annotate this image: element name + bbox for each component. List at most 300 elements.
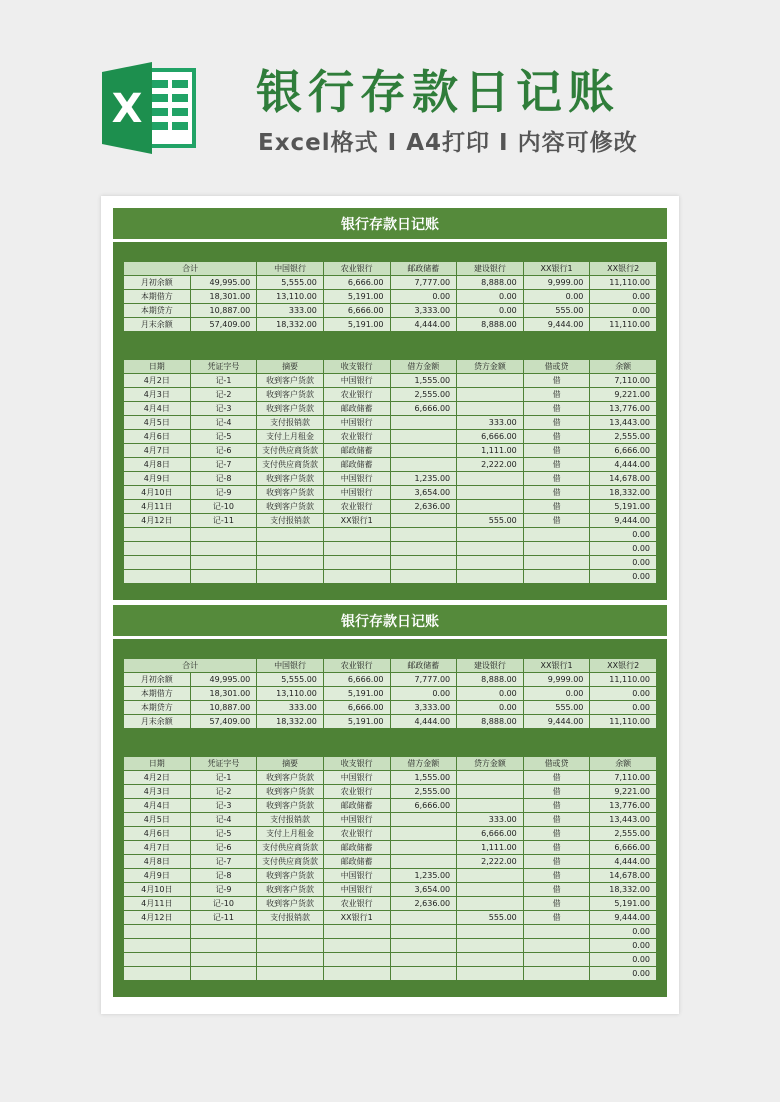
journal-cell[interactable]: 记-8	[190, 869, 257, 883]
journal-header-cell[interactable]: 贷方金额	[457, 757, 524, 771]
journal-cell[interactable]: 2,555.00	[590, 827, 657, 841]
summary-cell[interactable]: 18,332.00	[257, 318, 324, 332]
journal-cell[interactable]: 4月7日	[124, 841, 191, 855]
journal-cell[interactable]: 借	[523, 911, 590, 925]
journal-cell[interactable]	[190, 542, 257, 556]
journal-cell[interactable]: 4月9日	[124, 869, 191, 883]
journal-cell[interactable]: 0.00	[590, 925, 657, 939]
journal-cell[interactable]	[457, 925, 524, 939]
journal-cell[interactable]	[257, 570, 324, 584]
journal-cell[interactable]	[124, 939, 191, 953]
journal-cell[interactable]	[323, 528, 390, 542]
summary-header-cell[interactable]: 农业银行	[323, 262, 390, 276]
summary-cell[interactable]: 7,777.00	[390, 673, 457, 687]
journal-cell[interactable]: 1,555.00	[390, 374, 457, 388]
journal-cell[interactable]	[390, 911, 457, 925]
journal-cell[interactable]: 4月8日	[124, 855, 191, 869]
journal-cell[interactable]: 4月6日	[124, 827, 191, 841]
journal-cell[interactable]: 4,444.00	[590, 458, 657, 472]
summary-cell[interactable]: 555.00	[523, 304, 590, 318]
journal-cell[interactable]: 中国银行	[323, 771, 390, 785]
journal-cell[interactable]: 借	[523, 897, 590, 911]
journal-cell[interactable]: 支付供应商货款	[257, 855, 324, 869]
journal-header-cell[interactable]: 摘要	[257, 360, 324, 374]
journal-cell[interactable]	[190, 570, 257, 584]
journal-cell[interactable]	[457, 771, 524, 785]
journal-cell[interactable]	[390, 939, 457, 953]
journal-cell[interactable]: 4月2日	[124, 771, 191, 785]
journal-header-cell[interactable]: 摘要	[257, 757, 324, 771]
journal-cell[interactable]	[323, 953, 390, 967]
journal-cell[interactable]	[190, 528, 257, 542]
journal-cell[interactable]: 2,636.00	[390, 500, 457, 514]
summary-cell[interactable]: 49,995.00	[190, 276, 257, 290]
journal-cell[interactable]: 邮政储蓄	[323, 402, 390, 416]
summary-cell[interactable]: 5,555.00	[257, 673, 324, 687]
journal-cell[interactable]	[124, 528, 191, 542]
journal-cell[interactable]	[190, 967, 257, 981]
journal-cell[interactable]	[257, 542, 324, 556]
journal-cell[interactable]	[390, 827, 457, 841]
journal-cell[interactable]: 邮政储蓄	[323, 458, 390, 472]
journal-cell[interactable]: 2,222.00	[457, 855, 524, 869]
summary-cell[interactable]: 11,110.00	[590, 673, 657, 687]
summary-cell[interactable]: 0.00	[590, 687, 657, 701]
journal-cell[interactable]: 收到客户货款	[257, 388, 324, 402]
journal-cell[interactable]	[323, 967, 390, 981]
summary-cell[interactable]: 5,191.00	[323, 715, 390, 729]
summary-cell[interactable]: 0.00	[457, 304, 524, 318]
summary-row-label[interactable]: 月末余额	[124, 318, 191, 332]
journal-cell[interactable]	[523, 953, 590, 967]
journal-cell[interactable]: 收到客户货款	[257, 799, 324, 813]
journal-cell[interactable]: 0.00	[590, 542, 657, 556]
journal-cell[interactable]: 记-6	[190, 444, 257, 458]
journal-cell[interactable]: 支付报销款	[257, 514, 324, 528]
journal-cell[interactable]	[124, 556, 191, 570]
journal-cell[interactable]: 7,110.00	[590, 374, 657, 388]
journal-cell[interactable]: 9,444.00	[590, 911, 657, 925]
journal-cell[interactable]	[390, 570, 457, 584]
journal-cell[interactable]	[124, 925, 191, 939]
journal-cell[interactable]: 14,678.00	[590, 472, 657, 486]
journal-header-cell[interactable]: 日期	[124, 757, 191, 771]
journal-cell[interactable]: 中国银行	[323, 486, 390, 500]
journal-cell[interactable]: 农业银行	[323, 500, 390, 514]
journal-cell[interactable]: 借	[523, 799, 590, 813]
journal-cell[interactable]	[457, 953, 524, 967]
summary-header-cell[interactable]: 中国银行	[257, 659, 324, 673]
journal-cell[interactable]: 2,222.00	[457, 458, 524, 472]
journal-cell[interactable]: 记-7	[190, 458, 257, 472]
journal-cell[interactable]: 借	[523, 785, 590, 799]
journal-cell[interactable]	[457, 402, 524, 416]
journal-cell[interactable]	[457, 556, 524, 570]
journal-cell[interactable]: 中国银行	[323, 869, 390, 883]
journal-cell[interactable]: 记-3	[190, 402, 257, 416]
journal-cell[interactable]: 支付报销款	[257, 416, 324, 430]
summary-cell[interactable]: 13,110.00	[257, 687, 324, 701]
journal-cell[interactable]: 4月11日	[124, 897, 191, 911]
journal-cell[interactable]: 2,555.00	[590, 430, 657, 444]
journal-cell[interactable]	[390, 430, 457, 444]
summary-cell[interactable]: 5,191.00	[323, 318, 390, 332]
journal-cell[interactable]	[457, 472, 524, 486]
journal-cell[interactable]: 4,444.00	[590, 855, 657, 869]
journal-cell[interactable]: 记-10	[190, 500, 257, 514]
journal-cell[interactable]: 记-2	[190, 785, 257, 799]
journal-cell[interactable]	[523, 528, 590, 542]
summary-row-label[interactable]: 月初余额	[124, 276, 191, 290]
journal-header-cell[interactable]: 凭证字号	[190, 757, 257, 771]
journal-cell[interactable]	[190, 556, 257, 570]
summary-header-cell[interactable]: 中国银行	[257, 262, 324, 276]
summary-header-cell[interactable]: 合计	[124, 262, 257, 276]
journal-cell[interactable]	[523, 542, 590, 556]
journal-cell[interactable]: 收到客户货款	[257, 402, 324, 416]
journal-cell[interactable]	[390, 458, 457, 472]
summary-cell[interactable]: 555.00	[523, 701, 590, 715]
journal-cell[interactable]	[457, 939, 524, 953]
journal-cell[interactable]: 借	[523, 827, 590, 841]
journal-cell[interactable]: 4月3日	[124, 388, 191, 402]
summary-header-cell[interactable]: 建设银行	[457, 659, 524, 673]
journal-cell[interactable]	[523, 570, 590, 584]
journal-cell[interactable]: 借	[523, 374, 590, 388]
journal-cell[interactable]: 13,443.00	[590, 813, 657, 827]
journal-cell[interactable]: 0.00	[590, 570, 657, 584]
journal-cell[interactable]: 借	[523, 514, 590, 528]
summary-cell[interactable]: 57,409.00	[190, 715, 257, 729]
journal-cell[interactable]: 农业银行	[323, 897, 390, 911]
journal-cell[interactable]: 6,666.00	[457, 827, 524, 841]
summary-cell[interactable]: 18,301.00	[190, 290, 257, 304]
summary-cell[interactable]: 5,555.00	[257, 276, 324, 290]
journal-cell[interactable]: 0.00	[590, 556, 657, 570]
summary-cell[interactable]: 333.00	[257, 701, 324, 715]
journal-cell[interactable]: 中国银行	[323, 416, 390, 430]
summary-cell[interactable]: 0.00	[590, 701, 657, 715]
summary-header-cell[interactable]: XX银行2	[590, 659, 657, 673]
journal-cell[interactable]: 0.00	[590, 528, 657, 542]
summary-cell[interactable]: 0.00	[590, 304, 657, 318]
journal-cell[interactable]	[457, 799, 524, 813]
journal-cell[interactable]: 14,678.00	[590, 869, 657, 883]
journal-cell[interactable]: 邮政储蓄	[323, 799, 390, 813]
journal-cell[interactable]: 支付供应商货款	[257, 444, 324, 458]
journal-cell[interactable]: 邮政储蓄	[323, 855, 390, 869]
journal-cell[interactable]	[190, 939, 257, 953]
summary-cell[interactable]: 18,332.00	[257, 715, 324, 729]
journal-cell[interactable]: 农业银行	[323, 827, 390, 841]
journal-cell[interactable]: 333.00	[457, 416, 524, 430]
journal-cell[interactable]	[390, 542, 457, 556]
summary-row-label[interactable]: 本期贷方	[124, 304, 191, 318]
journal-header-cell[interactable]: 余额	[590, 360, 657, 374]
summary-cell[interactable]: 5,191.00	[323, 687, 390, 701]
journal-cell[interactable]: 6,666.00	[390, 799, 457, 813]
journal-cell[interactable]: 6,666.00	[590, 841, 657, 855]
summary-header-cell[interactable]: XX银行1	[523, 262, 590, 276]
journal-cell[interactable]: 收到客户货款	[257, 472, 324, 486]
journal-cell[interactable]	[457, 785, 524, 799]
journal-cell[interactable]: 农业银行	[323, 388, 390, 402]
journal-cell[interactable]: 7,110.00	[590, 771, 657, 785]
summary-row-label[interactable]: 本期借方	[124, 687, 191, 701]
journal-cell[interactable]: 记-7	[190, 855, 257, 869]
journal-cell[interactable]	[390, 444, 457, 458]
summary-cell[interactable]: 9,999.00	[523, 673, 590, 687]
journal-cell[interactable]: 6,666.00	[390, 402, 457, 416]
journal-cell[interactable]	[323, 556, 390, 570]
journal-cell[interactable]	[257, 528, 324, 542]
journal-cell[interactable]: 4月5日	[124, 416, 191, 430]
journal-cell[interactable]	[457, 486, 524, 500]
journal-cell[interactable]: XX银行1	[323, 911, 390, 925]
journal-cell[interactable]: 支付报销款	[257, 813, 324, 827]
journal-cell[interactable]: 4月7日	[124, 444, 191, 458]
journal-cell[interactable]: 0.00	[590, 939, 657, 953]
summary-cell[interactable]: 10,887.00	[190, 304, 257, 318]
journal-cell[interactable]	[257, 967, 324, 981]
journal-cell[interactable]: 2,555.00	[390, 785, 457, 799]
journal-cell[interactable]: 0.00	[590, 967, 657, 981]
summary-cell[interactable]: 8,888.00	[457, 318, 524, 332]
journal-cell[interactable]: 借	[523, 402, 590, 416]
journal-cell[interactable]: 2,636.00	[390, 897, 457, 911]
journal-cell[interactable]: 4月8日	[124, 458, 191, 472]
journal-cell[interactable]: 3,654.00	[390, 883, 457, 897]
summary-cell[interactable]: 0.00	[390, 290, 457, 304]
journal-cell[interactable]: 4月10日	[124, 883, 191, 897]
journal-cell[interactable]: 13,776.00	[590, 799, 657, 813]
journal-cell[interactable]	[457, 570, 524, 584]
journal-cell[interactable]: 借	[523, 416, 590, 430]
journal-cell[interactable]: 6,666.00	[457, 430, 524, 444]
journal-cell[interactable]: 记-5	[190, 430, 257, 444]
summary-row-label[interactable]: 月末余额	[124, 715, 191, 729]
summary-cell[interactable]: 10,887.00	[190, 701, 257, 715]
journal-cell[interactable]: 记-9	[190, 883, 257, 897]
journal-cell[interactable]: 记-9	[190, 486, 257, 500]
journal-cell[interactable]: 333.00	[457, 813, 524, 827]
journal-cell[interactable]	[523, 939, 590, 953]
journal-cell[interactable]: 记-4	[190, 416, 257, 430]
journal-cell[interactable]	[190, 953, 257, 967]
journal-cell[interactable]: 借	[523, 388, 590, 402]
journal-header-cell[interactable]: 借方金额	[390, 757, 457, 771]
journal-cell[interactable]: 记-1	[190, 771, 257, 785]
journal-cell[interactable]: 4月10日	[124, 486, 191, 500]
journal-cell[interactable]: 借	[523, 486, 590, 500]
journal-cell[interactable]: 中国银行	[323, 813, 390, 827]
journal-cell[interactable]	[390, 841, 457, 855]
journal-cell[interactable]: 2,555.00	[390, 388, 457, 402]
journal-cell[interactable]	[390, 967, 457, 981]
journal-cell[interactable]: 1,235.00	[390, 869, 457, 883]
journal-cell[interactable]	[457, 500, 524, 514]
journal-cell[interactable]	[457, 883, 524, 897]
summary-cell[interactable]: 0.00	[590, 290, 657, 304]
journal-cell[interactable]: 4月12日	[124, 911, 191, 925]
journal-header-cell[interactable]: 借方金额	[390, 360, 457, 374]
journal-cell[interactable]	[390, 953, 457, 967]
journal-cell[interactable]: 记-2	[190, 388, 257, 402]
journal-cell[interactable]: 记-11	[190, 911, 257, 925]
journal-cell[interactable]: 1,111.00	[457, 444, 524, 458]
summary-cell[interactable]: 7,777.00	[390, 276, 457, 290]
journal-cell[interactable]: 18,332.00	[590, 486, 657, 500]
summary-header-cell[interactable]: 建设银行	[457, 262, 524, 276]
journal-header-cell[interactable]: 日期	[124, 360, 191, 374]
journal-cell[interactable]: 收到客户货款	[257, 897, 324, 911]
journal-cell[interactable]: 中国银行	[323, 374, 390, 388]
summary-cell[interactable]: 6,666.00	[323, 701, 390, 715]
summary-header-cell[interactable]: XX银行2	[590, 262, 657, 276]
journal-cell[interactable]: 收到客户货款	[257, 771, 324, 785]
journal-cell[interactable]: 4月2日	[124, 374, 191, 388]
summary-cell[interactable]: 6,666.00	[323, 304, 390, 318]
journal-cell[interactable]: 收到客户货款	[257, 374, 324, 388]
journal-cell[interactable]: 5,191.00	[590, 500, 657, 514]
journal-cell[interactable]: 借	[523, 841, 590, 855]
journal-cell[interactable]: 收到客户货款	[257, 785, 324, 799]
summary-cell[interactable]: 3,333.00	[390, 701, 457, 715]
journal-cell[interactable]	[457, 897, 524, 911]
journal-cell[interactable]: 农业银行	[323, 430, 390, 444]
journal-cell[interactable]: 555.00	[457, 911, 524, 925]
summary-cell[interactable]: 8,888.00	[457, 276, 524, 290]
journal-cell[interactable]: 记-11	[190, 514, 257, 528]
journal-cell[interactable]	[257, 556, 324, 570]
journal-cell[interactable]: 邮政储蓄	[323, 841, 390, 855]
summary-cell[interactable]: 6,666.00	[323, 276, 390, 290]
journal-cell[interactable]	[323, 939, 390, 953]
summary-cell[interactable]: 0.00	[390, 687, 457, 701]
journal-cell[interactable]: 0.00	[590, 953, 657, 967]
summary-row-label[interactable]: 本期贷方	[124, 701, 191, 715]
journal-cell[interactable]	[390, 556, 457, 570]
summary-header-cell[interactable]: XX银行1	[523, 659, 590, 673]
journal-cell[interactable]: 借	[523, 444, 590, 458]
journal-cell[interactable]: 农业银行	[323, 785, 390, 799]
summary-cell[interactable]: 13,110.00	[257, 290, 324, 304]
journal-header-cell[interactable]: 余额	[590, 757, 657, 771]
journal-cell[interactable]: 借	[523, 458, 590, 472]
journal-cell[interactable]: 4月11日	[124, 500, 191, 514]
journal-cell[interactable]: 支付上月租金	[257, 430, 324, 444]
journal-cell[interactable]: 记-10	[190, 897, 257, 911]
journal-cell[interactable]: 3,654.00	[390, 486, 457, 500]
summary-cell[interactable]: 4,444.00	[390, 318, 457, 332]
journal-cell[interactable]	[457, 374, 524, 388]
summary-header-cell[interactable]: 合计	[124, 659, 257, 673]
journal-cell[interactable]: 借	[523, 869, 590, 883]
journal-header-cell[interactable]: 贷方金额	[457, 360, 524, 374]
journal-cell[interactable]	[390, 855, 457, 869]
journal-cell[interactable]: 支付供应商货款	[257, 458, 324, 472]
journal-cell[interactable]: 中国银行	[323, 883, 390, 897]
journal-cell[interactable]: 记-8	[190, 472, 257, 486]
journal-cell[interactable]: 支付上月租金	[257, 827, 324, 841]
journal-cell[interactable]: 9,221.00	[590, 388, 657, 402]
journal-cell[interactable]	[457, 869, 524, 883]
journal-cell[interactable]	[257, 939, 324, 953]
summary-cell[interactable]: 5,191.00	[323, 290, 390, 304]
journal-cell[interactable]: 4月12日	[124, 514, 191, 528]
summary-cell[interactable]: 0.00	[523, 687, 590, 701]
journal-cell[interactable]: 借	[523, 430, 590, 444]
summary-row-label[interactable]: 月初余额	[124, 673, 191, 687]
journal-cell[interactable]	[390, 416, 457, 430]
journal-cell[interactable]: 记-1	[190, 374, 257, 388]
journal-cell[interactable]: 18,332.00	[590, 883, 657, 897]
journal-cell[interactable]: 9,444.00	[590, 514, 657, 528]
journal-cell[interactable]: 借	[523, 813, 590, 827]
journal-cell[interactable]: 收到客户货款	[257, 869, 324, 883]
journal-cell[interactable]	[457, 388, 524, 402]
journal-cell[interactable]: 收到客户货款	[257, 486, 324, 500]
journal-cell[interactable]: 借	[523, 500, 590, 514]
journal-cell[interactable]	[323, 570, 390, 584]
journal-cell[interactable]: 记-6	[190, 841, 257, 855]
journal-cell[interactable]: 邮政储蓄	[323, 444, 390, 458]
journal-cell[interactable]: 5,191.00	[590, 897, 657, 911]
journal-cell[interactable]: 4月9日	[124, 472, 191, 486]
journal-cell[interactable]: 13,776.00	[590, 402, 657, 416]
journal-cell[interactable]: 4月5日	[124, 813, 191, 827]
journal-cell[interactable]	[124, 967, 191, 981]
journal-cell[interactable]: 4月4日	[124, 799, 191, 813]
summary-cell[interactable]: 9,444.00	[523, 715, 590, 729]
journal-cell[interactable]: 借	[523, 855, 590, 869]
summary-cell[interactable]: 6,666.00	[323, 673, 390, 687]
journal-cell[interactable]	[390, 528, 457, 542]
summary-cell[interactable]: 11,110.00	[590, 715, 657, 729]
journal-cell[interactable]: 记-4	[190, 813, 257, 827]
journal-cell[interactable]: 6,666.00	[590, 444, 657, 458]
journal-cell[interactable]	[523, 925, 590, 939]
journal-cell[interactable]: 1,555.00	[390, 771, 457, 785]
summary-cell[interactable]: 8,888.00	[457, 715, 524, 729]
journal-cell[interactable]: 4月4日	[124, 402, 191, 416]
journal-header-cell[interactable]: 凭证字号	[190, 360, 257, 374]
journal-cell[interactable]: 中国银行	[323, 472, 390, 486]
journal-cell[interactable]: 4月3日	[124, 785, 191, 799]
journal-cell[interactable]	[390, 813, 457, 827]
journal-header-cell[interactable]: 借或贷	[523, 757, 590, 771]
journal-cell[interactable]	[390, 514, 457, 528]
journal-cell[interactable]	[523, 556, 590, 570]
summary-cell[interactable]: 9,444.00	[523, 318, 590, 332]
summary-header-cell[interactable]: 邮政储蓄	[390, 659, 457, 673]
journal-cell[interactable]: 555.00	[457, 514, 524, 528]
journal-cell[interactable]	[124, 542, 191, 556]
journal-cell[interactable]	[523, 967, 590, 981]
summary-cell[interactable]: 11,110.00	[590, 318, 657, 332]
journal-header-cell[interactable]: 收支银行	[323, 757, 390, 771]
journal-cell[interactable]: XX银行1	[323, 514, 390, 528]
journal-cell[interactable]	[257, 925, 324, 939]
summary-cell[interactable]: 3,333.00	[390, 304, 457, 318]
journal-cell[interactable]: 支付报销款	[257, 911, 324, 925]
journal-cell[interactable]: 借	[523, 883, 590, 897]
journal-cell[interactable]: 收到客户货款	[257, 883, 324, 897]
journal-cell[interactable]	[257, 953, 324, 967]
journal-cell[interactable]: 记-3	[190, 799, 257, 813]
journal-cell[interactable]	[124, 953, 191, 967]
summary-cell[interactable]: 333.00	[257, 304, 324, 318]
